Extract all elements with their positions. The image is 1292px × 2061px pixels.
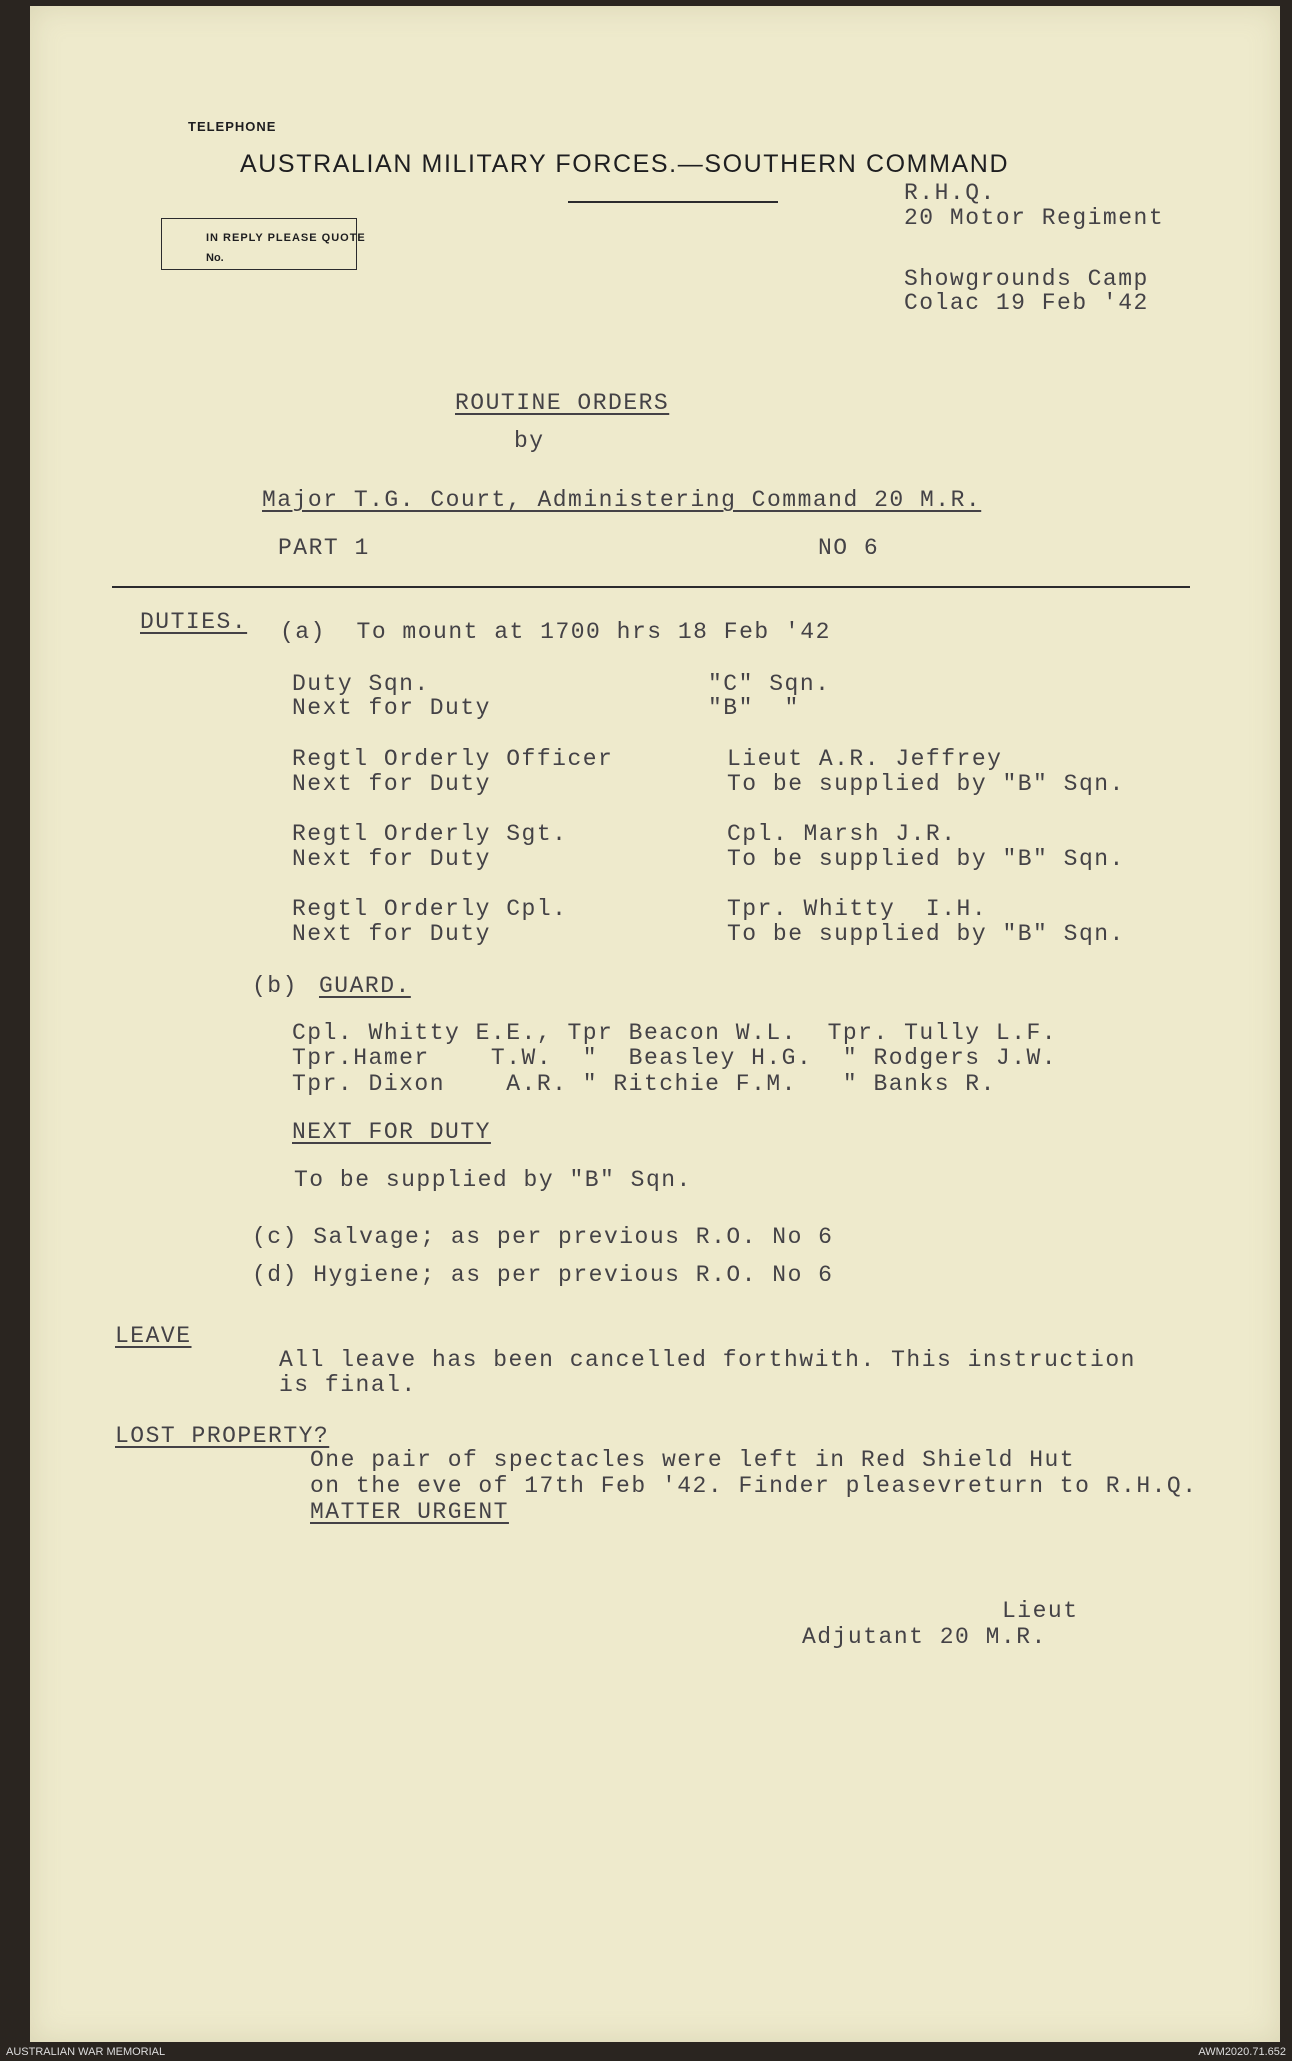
duty-assignee: Cpl. Marsh J.R.	[727, 821, 957, 847]
archive-footer	[0, 2045, 1292, 2061]
duty-assignee: To be supplied by "B" Sqn.	[727, 846, 1125, 872]
telephone-label: TELEPHONE	[188, 119, 277, 134]
reply-quote-label: IN REPLY PLEASE QUOTE	[206, 232, 366, 244]
reply-quote-box	[161, 218, 357, 270]
orders-title: ROUTINE ORDERS	[455, 390, 670, 416]
address-line: Showgrounds Camp	[904, 266, 1149, 292]
footer-institution: AUSTRALIAN WAR MEMORIAL	[6, 2046, 166, 2058]
salvage-order: (c) Salvage; as per previous R.O. No 6	[252, 1224, 834, 1250]
duty-assignee: "C" Sqn.	[708, 671, 831, 697]
duties-label: DUTIES.	[140, 609, 248, 635]
guard-line: Tpr.Hamer T.W. " Beasley H.G. " Rodgers J.W.	[292, 1045, 1058, 1071]
lost-property-text: on the eve of 17th Feb '42. Finder pleasevreturn to R.H.Q.	[310, 1473, 1198, 1499]
matter-urgent: MATTER URGENT	[310, 1499, 509, 1525]
orders-issuer: Major T.G. Court, Administering Command 20 M.R.	[262, 487, 982, 513]
next-for-duty-text: To be supplied by "B" Sqn.	[294, 1167, 692, 1193]
lost-property-label: LOST PROPERTY?	[115, 1423, 330, 1449]
duty-role: Regtl Orderly Sgt.	[292, 821, 568, 847]
signature-title: Adjutant 20 M.R.	[802, 1624, 1047, 1650]
address-line: Colac 19 Feb '42	[904, 290, 1149, 316]
duty-assignee: To be supplied by "B" Sqn.	[727, 771, 1125, 797]
guard-label: GUARD.	[319, 973, 411, 999]
guard-prefix: (b)	[252, 973, 298, 999]
duty-role: Next for Duty	[292, 846, 491, 872]
address-line: R.H.Q.	[904, 180, 996, 206]
hygiene-order: (d) Hygiene; as per previous R.O. No 6	[252, 1262, 834, 1288]
order-number: NO 6	[818, 535, 880, 561]
duty-assignee: Tpr. Whitty I.H.	[727, 896, 988, 922]
duty-assignee: Lieut A.R. Jeffrey	[727, 746, 1003, 772]
heading-rule	[112, 586, 1190, 588]
part-label: PART 1	[278, 535, 370, 561]
leave-label: LEAVE	[115, 1323, 192, 1349]
lost-property-text: One pair of spectacles were left in Red Shield Hut	[310, 1447, 1076, 1473]
duty-assignee: To be supplied by "B" Sqn.	[727, 921, 1125, 947]
duty-role: Duty Sqn.	[292, 671, 430, 697]
duty-assignee: "B" "	[708, 695, 800, 721]
duty-role: Next for Duty	[292, 695, 491, 721]
address-line: 20 Motor Regiment	[904, 205, 1165, 231]
duty-role: Regtl Orderly Cpl.	[292, 896, 568, 922]
signature-rank: Lieut	[1002, 1598, 1079, 1624]
duties-intro: (a) To mount at 1700 hrs 18 Feb '42	[280, 619, 831, 645]
reply-number-label: No.	[206, 252, 224, 264]
letterhead-title: AUSTRALIAN MILITARY FORCES.—SOUTHERN COMMAND	[240, 150, 1010, 178]
guard-line: Cpl. Whitty E.E., Tpr Beacon W.L. Tpr. Tully L.F.	[292, 1020, 1058, 1046]
next-for-duty-label: NEXT FOR DUTY	[292, 1119, 491, 1145]
leave-text: All leave has been cancelled forthwith. This instruction	[279, 1347, 1136, 1373]
duty-role: Next for Duty	[292, 921, 491, 947]
leave-text: is final.	[279, 1372, 417, 1398]
letterhead-rule	[568, 201, 778, 203]
duty-role: Next for Duty	[292, 771, 491, 797]
orders-by: by	[514, 428, 545, 454]
footer-accession: AWM2020.71.652	[1198, 2046, 1286, 2058]
duty-role: Regtl Orderly Officer	[292, 746, 614, 772]
guard-line: Tpr. Dixon A.R. " Ritchie F.M. " Banks R.	[292, 1071, 996, 1097]
